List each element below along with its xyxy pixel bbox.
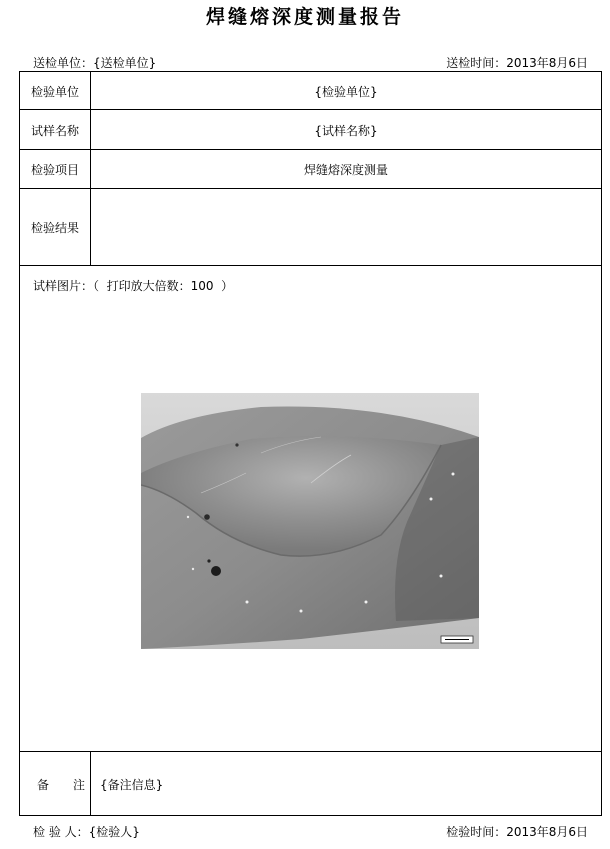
sample-micrograph <box>141 393 479 649</box>
report-table <box>19 71 602 816</box>
row-value-inspection-item: 焊缝熔深度测量 <box>303 163 388 177</box>
sample-image-caption: 试样图片：（ 打印放大倍数：100 ） <box>33 279 234 293</box>
row-divider <box>20 109 601 110</box>
inspect-time: 检验时间：2013年8月6日 <box>446 825 588 839</box>
remarks-label: 备 注 <box>36 778 85 792</box>
row-value-sample-name: {试样名称} <box>314 124 378 138</box>
row-value-inspection-unit: {检验单位} <box>314 85 378 99</box>
row-divider <box>20 149 601 150</box>
inspector: 检 验 人：{检验人} <box>33 825 140 839</box>
row-label-sample-name: 试样名称 <box>30 124 79 138</box>
row-label-inspection-result: 检验结果 <box>30 221 79 235</box>
client-unit: 送检单位：{送检单位} <box>33 56 157 70</box>
submit-time: 送检时间：2013年8月6日 <box>446 56 588 70</box>
row-label-inspection-item: 检验项目 <box>30 163 79 177</box>
remarks-value: {备注信息} <box>100 778 164 792</box>
report-title: 焊缝熔深度测量报告 <box>205 6 404 28</box>
row-divider <box>20 751 601 752</box>
row-divider <box>20 188 601 189</box>
row-label-inspection-unit: 检验单位 <box>30 85 79 99</box>
row-divider <box>20 265 601 266</box>
